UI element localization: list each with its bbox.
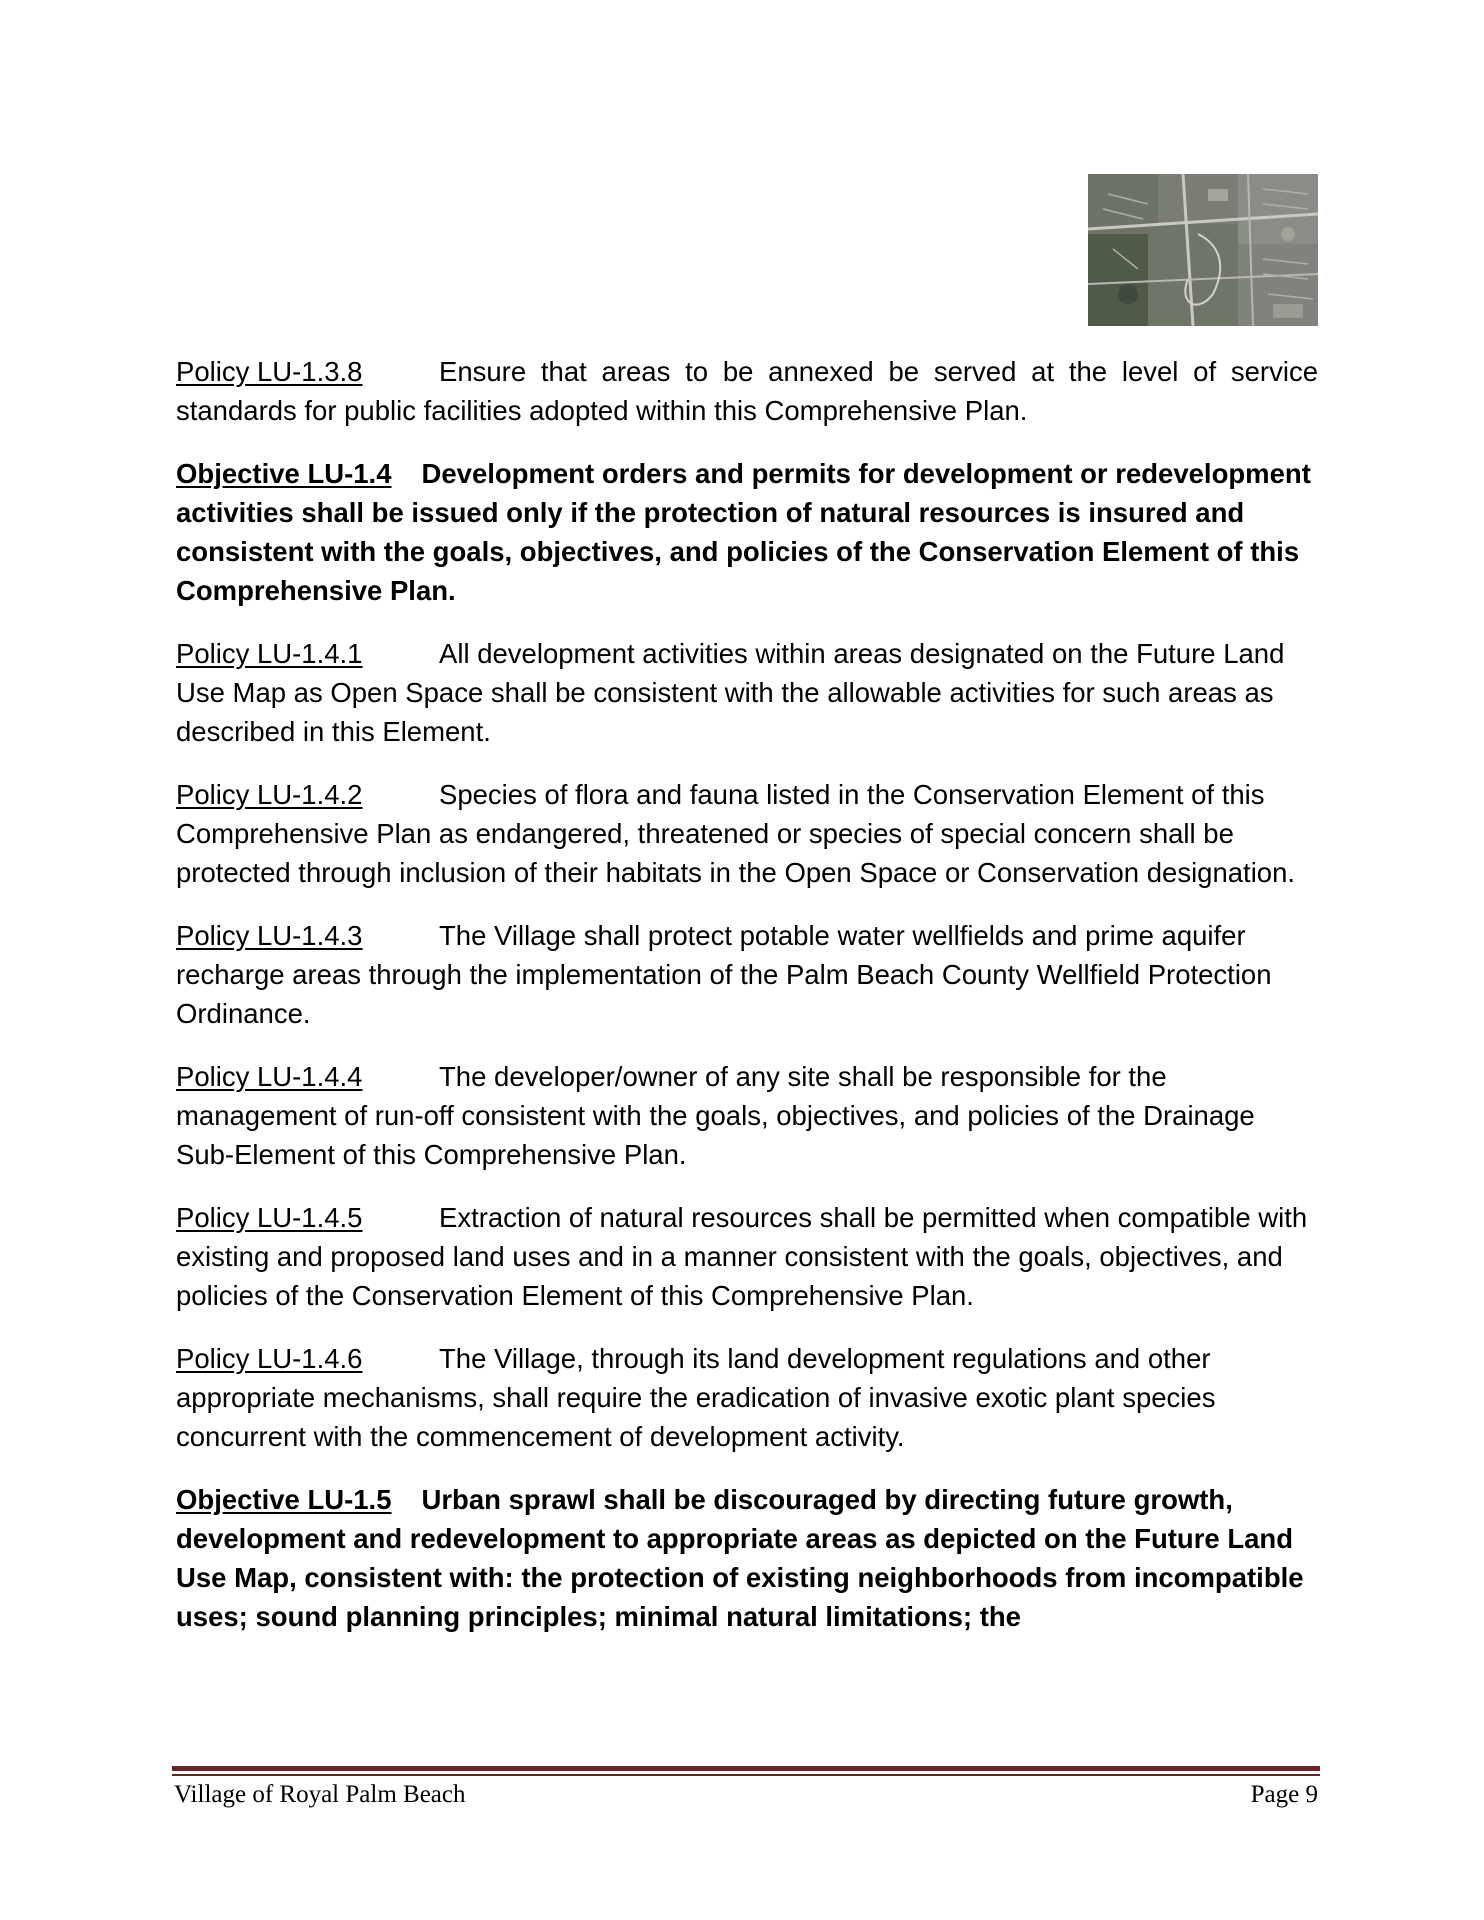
policy-text: Species of flora and fauna listed in the Conservation Element of this Comprehensive Plan as endangered, threatened or species of special concern shall be protected through inclusion of their habitats in the Open Space or Conservation designation. <box>176 779 1296 888</box>
objective-text: Urban sprawl shall be discouraged by directing future growth, development and redevelopment to appropriate areas as depicted on the Future Land Use Map, consistent with: the protection of existing neighborhoods from incompatible uses; sound planning principles; minimal natural limitations; the <box>176 1484 1304 1632</box>
footer-divider-thick <box>172 1766 1320 1771</box>
policy-text: Ensure that areas to be annexed be served at the level of service standards for public facilities adopted within this Comprehensive Plan. <box>176 356 1318 426</box>
document-body <box>176 352 1318 1660</box>
policy-label: Policy LU-1.4.1 <box>176 638 363 669</box>
objective-label: Objective LU-1.4 <box>176 458 392 489</box>
policy-label: Policy LU-1.3.8 <box>176 356 363 387</box>
policy-lu-1-3-8 <box>176 352 1318 430</box>
objective-label: Objective LU-1.5 <box>176 1484 392 1515</box>
policy-label: Policy LU-1.4.6 <box>176 1343 363 1374</box>
policy-lu-1-4-2 <box>176 775 1318 892</box>
footer-organization: Village of Royal Palm Beach <box>174 1781 466 1808</box>
policy-label: Policy LU-1.4.4 <box>176 1061 363 1092</box>
footer-divider <box>172 1766 1320 1776</box>
policy-lu-1-4-3 <box>176 916 1318 1033</box>
policy-label: Policy LU-1.4.2 <box>176 779 363 810</box>
policy-lu-1-4-5 <box>176 1198 1318 1315</box>
objective-lu-1-4 <box>176 454 1318 610</box>
page-footer <box>174 1778 1318 1812</box>
policy-text: The Village shall protect potable water wellfields and prime aquifer recharge areas through the implementation of the Palm Beach County Wellfield Protection Ordinance. <box>176 920 1272 1029</box>
aerial-map-photo-icon <box>1088 174 1318 326</box>
policy-lu-1-4-4 <box>176 1057 1318 1174</box>
objective-text: Development orders and permits for development or redevelopment activities shall be issued only if the protection of natural resources is insured and consistent with the goals, objectives, and policies of the Conservation Element of this Comprehensive Plan. <box>176 458 1311 606</box>
policy-label: Policy LU-1.4.3 <box>176 920 363 951</box>
footer-divider-thin <box>172 1774 1320 1776</box>
policy-label: Policy LU-1.4.5 <box>176 1202 363 1233</box>
policy-text: The developer/owner of any site shall be responsible for the management of run-off consistent with the goals, objectives, and policies of the Drainage Sub-Element of this Comprehensive Plan. <box>176 1061 1255 1170</box>
policy-lu-1-4-6 <box>176 1339 1318 1456</box>
policy-text: Extraction of natural resources shall be permitted when compatible with existing and proposed land uses and in a manner consistent with the goals, objectives, and policies of the Conservation Element of this Comprehensive Plan. <box>176 1202 1308 1311</box>
policy-text: The Village, through its land development regulations and other appropriate mechanisms, shall require the eradication of invasive exotic plant species concurrent with the commencement of development activity. <box>176 1343 1216 1452</box>
policy-lu-1-4-1 <box>176 634 1318 751</box>
policy-text: All development activities within areas designated on the Future Land Use Map as Open Space shall be consistent with the allowable activities for such areas as described in this Element. <box>176 638 1285 747</box>
objective-lu-1-5 <box>176 1480 1318 1636</box>
page-number: Page 9 <box>1250 1781 1318 1808</box>
